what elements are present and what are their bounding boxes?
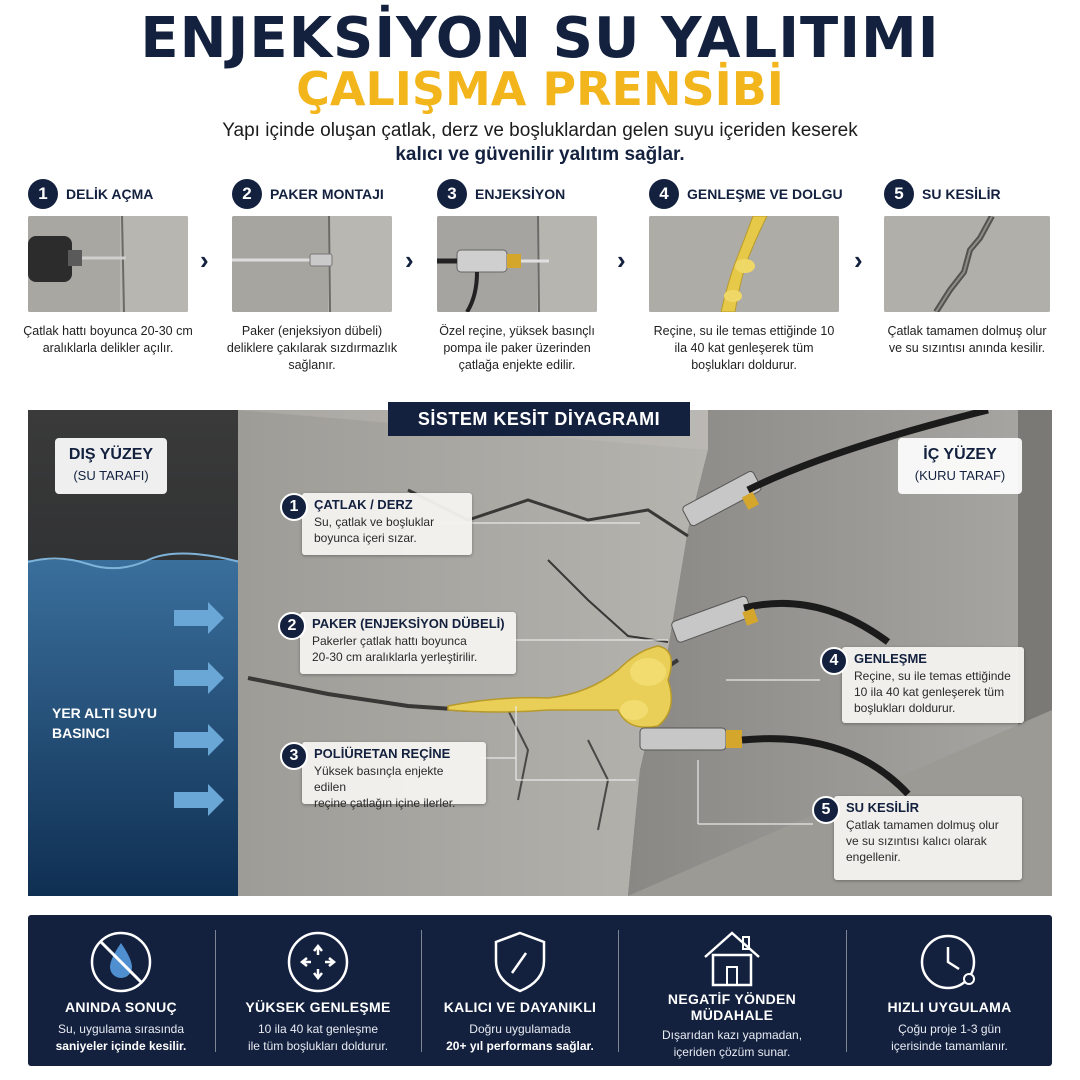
callout-number: 5 xyxy=(812,796,840,824)
shield-icon xyxy=(490,929,550,1000)
step-4 xyxy=(649,178,843,372)
step-number: 1 xyxy=(28,179,58,209)
outer-surface-title: DIŞ YÜZEY xyxy=(68,446,154,463)
step-3 xyxy=(437,178,627,372)
step-title: DELİK AÇMA xyxy=(66,186,154,202)
no-water-drop-icon xyxy=(88,929,154,1000)
step-description: Özel reçine, yüksek basınçlı pompa ile paker üzerinden çatlağa enjekte edilir. xyxy=(439,324,595,372)
step-title: PAKER MONTAJI xyxy=(270,186,384,202)
feature-negative-side: NEGATİF YÖNDEN MÜDAHALE Dışarıdan kazı yapmadan, içeriden çözüm sunar. xyxy=(619,915,845,1066)
step-description: Çatlak tamamen dolmuş olur ve su sızıntısı anında kesilir. xyxy=(887,324,1047,355)
chevron-right-icon: › xyxy=(405,245,414,275)
step-number: 3 xyxy=(437,179,467,209)
step-number: 2 xyxy=(232,179,262,209)
features-band xyxy=(28,915,1052,1066)
feature-high-expansion: YÜKSEK GENLEŞME 10 ila 40 kat genleşme ile tüm boşlukları doldurur. xyxy=(216,915,420,1066)
callout-number: 1 xyxy=(280,493,308,521)
feature-fast-application: HIZLI UYGULAMA Çoğu proje 1-3 gün içerisinde tamamlanır. xyxy=(847,915,1052,1066)
drill-image xyxy=(28,216,188,312)
step-5 xyxy=(884,178,1074,355)
inner-surface-title: İÇ YÜZEY xyxy=(923,446,997,463)
step-2 xyxy=(226,178,422,372)
diagram-title: SİSTEM KESİT DİYAGRAMI xyxy=(388,402,690,436)
step-description: Reçine, su ile temas ettiğinde 10 ila 40 kat genleşerek tüm boşlukları doldurur. xyxy=(653,324,835,372)
sealed-crack-image xyxy=(884,216,1050,312)
step-description: Çatlak hattı boyunca 20-30 cm aralıklarla delikler açılır. xyxy=(23,324,193,355)
chevron-right-icon: › xyxy=(617,245,626,275)
groundwater-pressure-label: YER ALTI SUYU BASINCI xyxy=(52,705,158,741)
chevron-right-icon: › xyxy=(200,245,209,275)
outer-surface-sub: (SU TARAFI) xyxy=(73,468,149,483)
step-title: SU KESİLİR xyxy=(922,186,1001,202)
subtitle-line1: Yapı içinde oluşan çatlak, derz ve boşluklardan gelen suyu içeriden keserek xyxy=(222,120,858,141)
callout-number: 4 xyxy=(820,647,848,675)
outer-surface-label xyxy=(55,438,167,494)
step-number: 5 xyxy=(884,179,914,209)
packer-image xyxy=(232,216,392,312)
subtitle-line2: kalıcı ve güvenilir yalıtım sağlar. xyxy=(395,144,685,165)
step-description: Paker (enjeksiyon dübeli) deliklere çakılarak sızdırmazlık sağlanır. xyxy=(226,324,398,372)
callout-number: 3 xyxy=(280,742,308,770)
title-line1: ENJEKSİYON SU YALITIMI xyxy=(140,6,940,71)
feature-instant-result: ANINDA SONUÇ Su, uygulama sırasında saniyeler içinde kesilir. xyxy=(28,915,214,1066)
step-title: GENLEŞME VE DOLGU xyxy=(687,186,843,202)
chevron-right-icon: › xyxy=(854,245,863,275)
expand-arrows-icon xyxy=(285,929,351,1000)
feature-durable: KALICI VE DAYANIKLI Doğru uygulamada 20+ yıl performans sağlar. xyxy=(422,915,618,1066)
step-1 xyxy=(23,178,218,355)
inner-surface-label xyxy=(898,438,1022,494)
callout-number: 2 xyxy=(278,612,306,640)
step-number: 4 xyxy=(649,179,679,209)
expansion-image xyxy=(649,216,839,312)
step-title: ENJEKSİYON xyxy=(475,186,566,202)
clock-icon xyxy=(917,929,983,1000)
title-line2: ÇALIŞMA PRENSİBİ xyxy=(296,62,784,116)
injection-image xyxy=(437,216,597,312)
inner-surface-sub: (KURU TARAF) xyxy=(914,468,1006,483)
house-icon xyxy=(699,927,765,994)
